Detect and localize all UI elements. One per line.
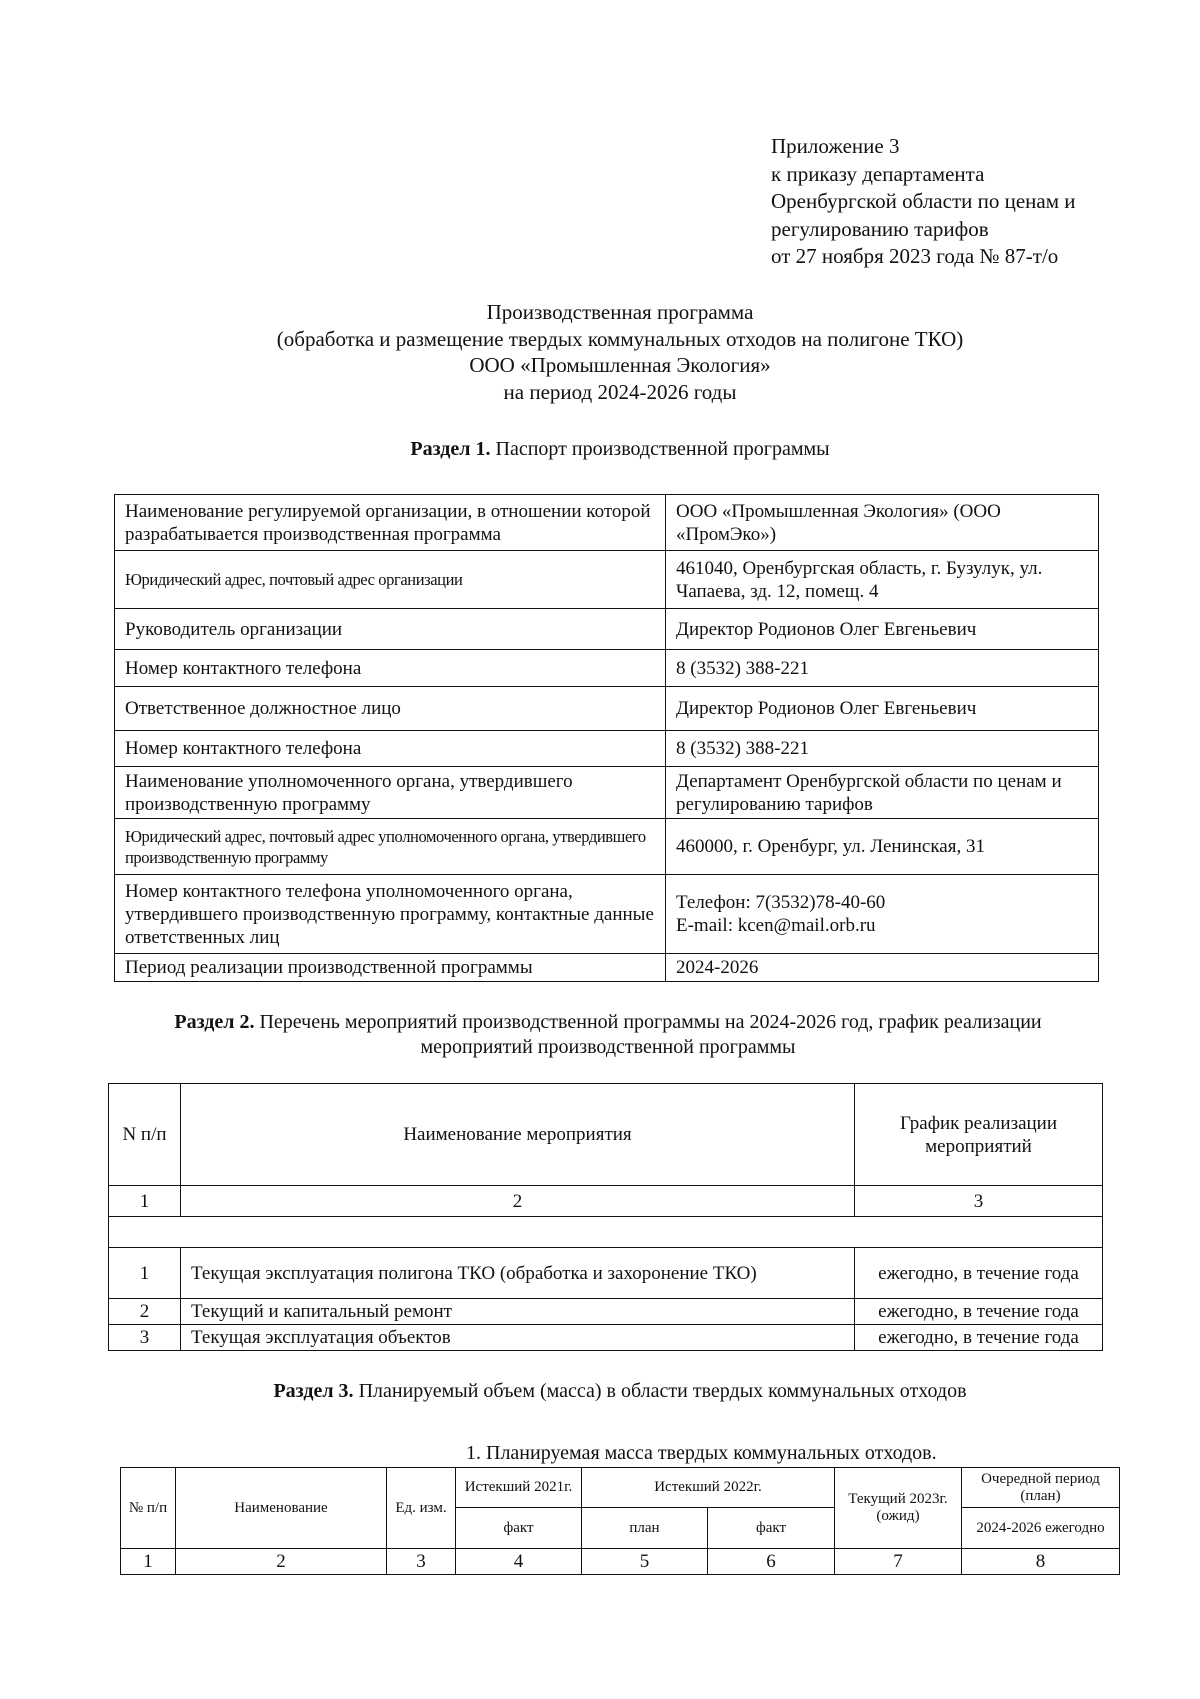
measure-name: Текущая эксплуатация полигона ТКО (обработка и захоронение ТКО) bbox=[181, 1248, 855, 1299]
appendix-line: к приказу департамента bbox=[771, 161, 985, 186]
row-number: 1 bbox=[109, 1248, 181, 1299]
passport-value: ООО «Промышленная Экология» (ООО «ПромЭко») bbox=[666, 495, 1099, 551]
table-row bbox=[109, 1248, 1103, 1299]
passport-value: Директор Родионов Олег Евгеньевич bbox=[666, 609, 1099, 650]
measure-name: Текущая эксплуатация объектов bbox=[181, 1325, 855, 1351]
header-name: Наименование bbox=[176, 1468, 387, 1549]
table-row bbox=[115, 767, 1099, 819]
column-number: 8 bbox=[962, 1549, 1120, 1575]
passport-key: Наименование уполномоченного органа, утвердившего производственную программу bbox=[115, 767, 666, 819]
measure-schedule: ежегодно, в течение года bbox=[855, 1299, 1103, 1325]
header-fact: факт bbox=[708, 1508, 835, 1549]
title-line: на период 2024-2026 годы bbox=[503, 379, 737, 404]
column-number: 7 bbox=[835, 1549, 962, 1575]
table-row bbox=[121, 1549, 1120, 1575]
table-row bbox=[115, 609, 1099, 650]
passport-key bbox=[115, 875, 666, 954]
appendix-line: Приложение 3 bbox=[771, 134, 900, 158]
passport-table bbox=[114, 494, 1099, 982]
column-number: 3 bbox=[387, 1549, 456, 1575]
passport-key: Юридический адрес, почтовый адрес уполномоченного органа, утвердившего производственную программу bbox=[115, 819, 666, 875]
measure-schedule: ежегодно, в течение года bbox=[855, 1325, 1103, 1351]
waste-mass-table bbox=[120, 1467, 1120, 1575]
measures-table bbox=[108, 1083, 1103, 1351]
header-name: Наименование мероприятия bbox=[181, 1084, 855, 1186]
column-number: 2 bbox=[181, 1186, 855, 1217]
column-number: 6 bbox=[708, 1549, 835, 1575]
passport-key-text: Номер контактного телефона уполномоченного органа, утвердившего производственную программу, контактные данные ответственных лиц bbox=[125, 880, 654, 948]
column-number: 1 bbox=[109, 1186, 181, 1217]
passport-value: 460000, г. Оренбург, ул. Ленинская, 31 bbox=[666, 819, 1099, 875]
header-unit: Ед. изм. bbox=[387, 1468, 456, 1549]
row-number: 2 bbox=[109, 1299, 181, 1325]
passport-value bbox=[666, 875, 1099, 954]
header-2021: Истекший 2021г. bbox=[456, 1468, 582, 1508]
passport-key: Наименование регулируемой организации, в отношении которой разрабатывается производственная программа bbox=[115, 495, 666, 551]
table-row bbox=[115, 954, 1099, 982]
appendix-line: регулированию тарифов bbox=[771, 216, 989, 241]
table-row bbox=[115, 650, 1099, 687]
passport-key: Номер контактного телефона bbox=[115, 650, 666, 687]
table3-caption: 1. Планируемая масса твердых коммунальных отходов. bbox=[466, 1442, 937, 1464]
email-value: E-mail: kcen@mail.orb.ru bbox=[676, 915, 876, 936]
section2-heading-line bbox=[108, 1010, 1108, 1035]
measure-schedule: ежегодно, в течение года bbox=[855, 1248, 1103, 1299]
column-number: 4 bbox=[456, 1549, 582, 1575]
table-row bbox=[115, 819, 1099, 875]
section1-heading bbox=[0, 437, 1200, 462]
table-row bbox=[109, 1217, 1103, 1248]
passport-key: Руководитель организации bbox=[115, 609, 666, 650]
table-row bbox=[109, 1325, 1103, 1351]
header-fact: факт bbox=[456, 1508, 582, 1549]
table-row bbox=[115, 687, 1099, 731]
passport-value: Директор Родионов Олег Евгеньевич bbox=[666, 687, 1099, 731]
table-row bbox=[109, 1186, 1103, 1217]
passport-value: 8 (3532) 388-221 bbox=[666, 731, 1099, 767]
passport-key: Юридический адрес, почтовый адрес организации bbox=[115, 551, 666, 609]
section2-title-line2: мероприятий производственной программы bbox=[420, 1036, 796, 1058]
section3-title: Планируемый объем (масса) в области твердых коммунальных отходов bbox=[358, 1380, 967, 1402]
section1-label: Раздел 1. bbox=[410, 438, 491, 460]
header-num: № п/п bbox=[121, 1468, 176, 1549]
table-header-row bbox=[109, 1084, 1103, 1186]
passport-key: Ответственное должностное лицо bbox=[115, 687, 666, 731]
appendix-line: от 27 ноября 2023 года № 87-т/о bbox=[771, 244, 1059, 268]
header-next-years: 2024-2026 ежегодно bbox=[962, 1508, 1120, 1549]
phone-value: Телефон: 7(3532)78-40-60 bbox=[676, 892, 886, 913]
table-row bbox=[115, 875, 1099, 954]
section2-title: Перечень мероприятий производственной программы на 2024-2026 год, график реализации bbox=[259, 1011, 1042, 1033]
passport-key: Номер контактного телефона bbox=[115, 731, 666, 767]
header-2023: Текущий 2023г. (ожид) bbox=[835, 1468, 962, 1549]
empty-cell bbox=[109, 1217, 1103, 1248]
section3-heading bbox=[0, 1379, 1200, 1404]
section2-label: Раздел 2. bbox=[174, 1011, 255, 1033]
title-line: Производственная программа bbox=[486, 300, 754, 324]
column-number: 1 bbox=[121, 1549, 176, 1575]
column-number: 3 bbox=[855, 1186, 1103, 1217]
passport-value: 461040, Оренбургская область, г. Бузулук, ул. Чапаева, зд. 12, помещ. 4 bbox=[666, 551, 1099, 609]
table-row bbox=[115, 551, 1099, 609]
title-line: (обработка и размещение твердых коммунальных отходов на полигоне ТКО) bbox=[276, 326, 964, 351]
header-num: N п/п bbox=[109, 1084, 181, 1186]
section2-heading bbox=[108, 1010, 1108, 1060]
table-row bbox=[109, 1299, 1103, 1325]
header-2022: Истекший 2022г. bbox=[582, 1468, 835, 1508]
table-row bbox=[115, 731, 1099, 767]
title-line: ООО «Промышленная Экология» bbox=[469, 353, 771, 377]
document-title bbox=[0, 299, 1200, 405]
table-row bbox=[115, 495, 1099, 551]
passport-value: Департамент Оренбургской области по ценам и регулированию тарифов bbox=[666, 767, 1099, 819]
passport-value: 8 (3532) 388-221 bbox=[666, 650, 1099, 687]
passport-key: Период реализации производственной программы bbox=[115, 954, 666, 982]
section1-title: Паспорт производственной программы bbox=[495, 438, 830, 460]
measure-name: Текущий и капитальный ремонт bbox=[181, 1299, 855, 1325]
passport-value: 2024-2026 bbox=[666, 954, 1099, 982]
column-number: 2 bbox=[176, 1549, 387, 1575]
table-header-row bbox=[121, 1468, 1120, 1508]
appendix-line: Оренбургской области по ценам и bbox=[771, 189, 1076, 213]
section3-label: Раздел 3. bbox=[273, 1380, 354, 1402]
header-schedule: График реализации мероприятий bbox=[855, 1084, 1103, 1186]
appendix-block bbox=[771, 133, 1171, 271]
column-number: 5 bbox=[582, 1549, 708, 1575]
header-next-period: Очередной период (план) bbox=[962, 1468, 1120, 1508]
header-plan: план bbox=[582, 1508, 708, 1549]
row-number: 3 bbox=[109, 1325, 181, 1351]
